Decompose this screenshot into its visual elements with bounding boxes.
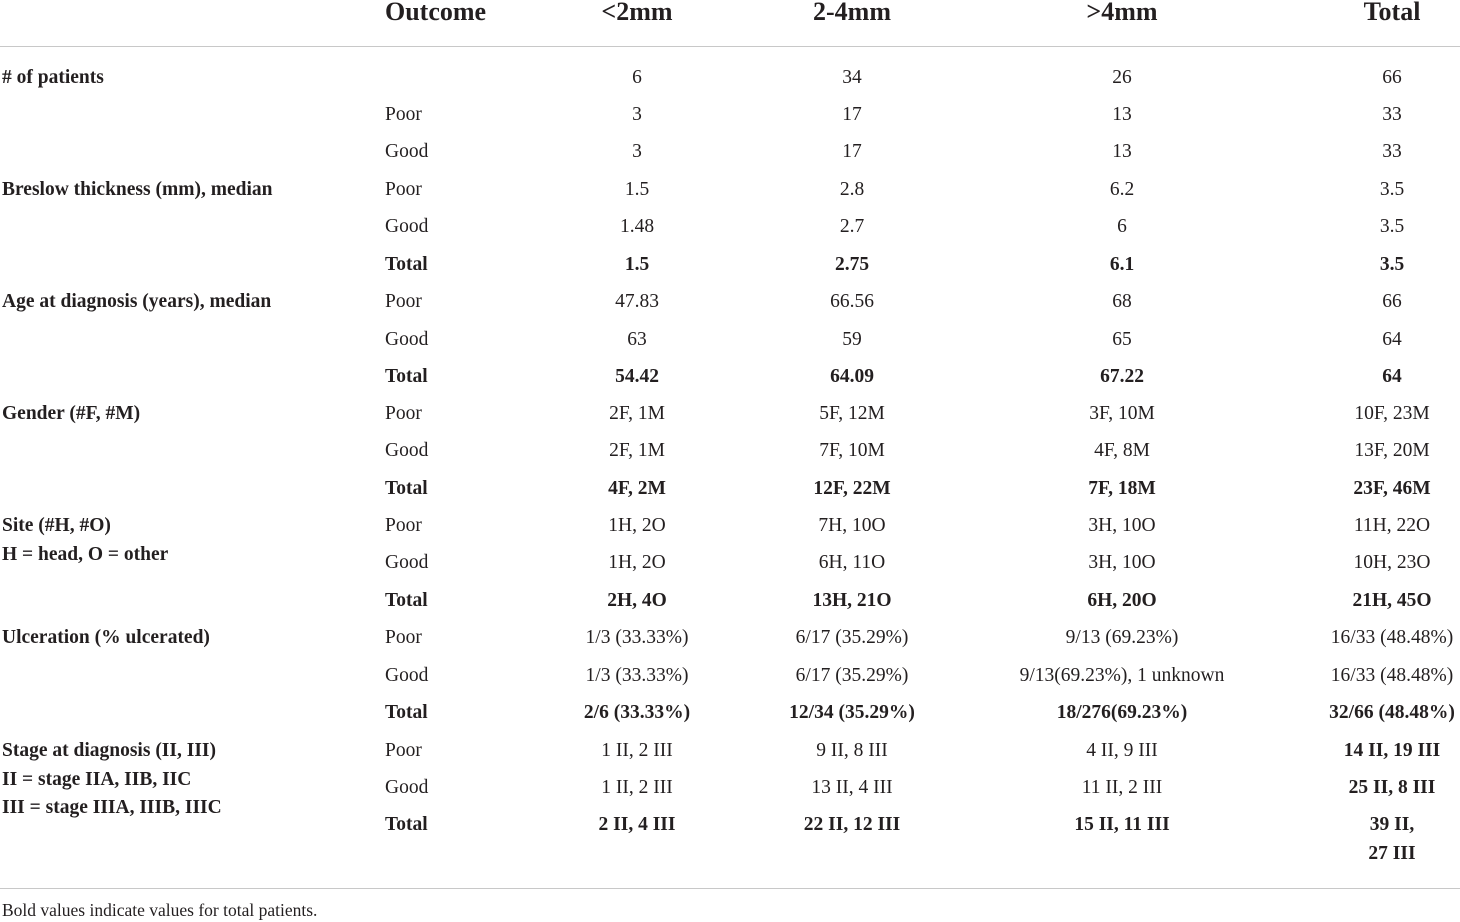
row-outcome: Good bbox=[385, 141, 429, 162]
row-outcome: Poor bbox=[385, 291, 422, 312]
row-outcome: Poor bbox=[385, 179, 422, 200]
table-row-total bbox=[0, 475, 1460, 511]
header-2-4mm: 2-4mm bbox=[813, 0, 891, 26]
header-outcome: Outcome bbox=[385, 0, 487, 26]
row-outcome: Poor bbox=[385, 515, 422, 536]
cell-2-4mm: 2.8 bbox=[839, 179, 865, 200]
cell-gt4mm: 65 bbox=[1112, 329, 1132, 350]
cell-2-4mm: 17 bbox=[842, 141, 862, 162]
cell-total: 14 II, 19 III bbox=[1343, 740, 1441, 761]
row-outcome: Good bbox=[385, 665, 429, 686]
row-label: Stage at diagnosis (II, III) bbox=[2, 740, 216, 761]
row-outcome: Good bbox=[385, 216, 429, 237]
cell-2-4mm: 2.7 bbox=[839, 216, 865, 237]
row-outcome: Poor bbox=[385, 403, 422, 424]
row-outcome: Total bbox=[385, 814, 428, 835]
row-outcome: Poor bbox=[385, 104, 422, 125]
cell-total: 16/33 (48.48%) bbox=[1330, 627, 1454, 648]
cell-total: 64 bbox=[1382, 366, 1402, 387]
cell-lt2mm: 1.5 bbox=[624, 254, 650, 275]
row-outcome: Total bbox=[385, 254, 428, 275]
cell-gt4mm: 26 bbox=[1112, 67, 1132, 88]
cell-gt4mm: 4F, 8M bbox=[1094, 440, 1150, 461]
table-bottom-rule bbox=[0, 888, 1460, 889]
row-outcome: Good bbox=[385, 329, 429, 350]
table-footnote: Bold values indicate values for total patients. bbox=[2, 900, 318, 920]
cell-lt2mm: 47.83 bbox=[615, 291, 659, 312]
cell-2-4mm: 22 II, 12 III bbox=[803, 814, 901, 835]
cell-total: 66 bbox=[1382, 291, 1402, 312]
table-row-total bbox=[0, 587, 1460, 623]
cell-lt2mm: 4F, 2M bbox=[608, 478, 666, 499]
cell-lt2mm: 1H, 2O bbox=[608, 552, 666, 573]
cell-2-4mm: 64.09 bbox=[830, 366, 874, 387]
cell-gt4mm: 9/13 (69.23%) bbox=[1065, 627, 1179, 648]
cell-total: 13F, 20M bbox=[1354, 440, 1430, 461]
cell-total: 3.5 bbox=[1379, 216, 1405, 237]
cell-2-4mm: 7H, 10O bbox=[818, 515, 886, 536]
cell-lt2mm: 3 bbox=[632, 104, 642, 125]
row-label: Breslow thickness (mm), median bbox=[2, 179, 273, 200]
cell-lt2mm: 1 II, 2 III bbox=[601, 740, 673, 761]
header-gt4mm: >4mm bbox=[1086, 0, 1158, 26]
cell-gt4mm: 7F, 18M bbox=[1088, 478, 1156, 499]
cell-total-line2: 27 III bbox=[1368, 843, 1416, 864]
cell-lt2mm: 6 bbox=[632, 67, 642, 88]
cell-2-4mm: 34 bbox=[842, 67, 862, 88]
cell-lt2mm: 2/6 (33.33%) bbox=[583, 702, 691, 723]
table-row bbox=[0, 213, 1460, 249]
cell-total: 3.5 bbox=[1379, 179, 1405, 200]
table-row bbox=[0, 64, 1460, 100]
table-row bbox=[0, 176, 1460, 212]
row-label: H = head, O = other bbox=[2, 544, 169, 565]
cell-2-4mm: 12F, 22M bbox=[813, 478, 891, 499]
table-row bbox=[0, 437, 1460, 473]
header-lt2mm: <2mm bbox=[601, 0, 673, 26]
cell-2-4mm: 5F, 12M bbox=[819, 403, 885, 424]
cell-gt4mm: 13 bbox=[1112, 141, 1132, 162]
cell-2-4mm: 13H, 21O bbox=[812, 590, 892, 611]
cell-2-4mm: 9 II, 8 III bbox=[816, 740, 888, 761]
cell-lt2mm: 2H, 4O bbox=[607, 590, 667, 611]
cell-total: 23F, 46M bbox=[1353, 478, 1431, 499]
row-outcome: Good bbox=[385, 777, 429, 798]
cell-gt4mm: 15 II, 11 III bbox=[1074, 814, 1170, 835]
row-outcome: Good bbox=[385, 440, 429, 461]
cell-total: 25 II, 8 III bbox=[1348, 777, 1436, 798]
row-outcome: Total bbox=[385, 478, 428, 499]
cell-2-4mm: 66.56 bbox=[830, 291, 874, 312]
row-label: Age at diagnosis (years), median bbox=[2, 291, 272, 312]
cell-2-4mm: 12/34 (35.29%) bbox=[789, 702, 915, 723]
cell-lt2mm: 63 bbox=[627, 329, 647, 350]
cell-2-4mm: 6/17 (35.29%) bbox=[795, 627, 909, 648]
cell-lt2mm: 1 II, 2 III bbox=[601, 777, 673, 798]
row-label: III = stage IIIA, IIIB, IIIC bbox=[2, 797, 222, 818]
cell-2-4mm: 2.75 bbox=[834, 254, 870, 275]
row-outcome: Poor bbox=[385, 740, 422, 761]
cell-2-4mm: 6/17 (35.29%) bbox=[795, 665, 909, 686]
table-row-total bbox=[0, 811, 1460, 847]
cell-2-4mm: 6H, 11O bbox=[818, 552, 886, 573]
cell-lt2mm: 1/3 (33.33%) bbox=[585, 665, 689, 686]
row-outcome: Poor bbox=[385, 627, 422, 648]
table-row bbox=[0, 662, 1460, 698]
cell-total: 3.5 bbox=[1379, 254, 1405, 275]
cell-lt2mm: 2 II, 4 III bbox=[598, 814, 676, 835]
table-row bbox=[0, 326, 1460, 362]
table-row-total bbox=[0, 363, 1460, 399]
cell-2-4mm: 59 bbox=[842, 329, 862, 350]
table-row-total bbox=[0, 251, 1460, 287]
cell-gt4mm: 18/276(69.23%) bbox=[1056, 702, 1188, 723]
cell-gt4mm: 67.22 bbox=[1100, 366, 1144, 387]
cell-lt2mm: 54.42 bbox=[615, 366, 659, 387]
cell-lt2mm: 1.48 bbox=[619, 216, 655, 237]
cell-total: 32/66 (48.48%) bbox=[1329, 702, 1455, 723]
table-header bbox=[0, 0, 1460, 47]
cell-gt4mm: 3F, 10M bbox=[1089, 403, 1155, 424]
cell-lt2mm: 1.5 bbox=[624, 179, 650, 200]
cell-lt2mm: 1/3 (33.33%) bbox=[585, 627, 689, 648]
row-label: Gender (#F, #M) bbox=[2, 403, 141, 424]
cell-gt4mm: 3H, 10O bbox=[1088, 552, 1156, 573]
table-row bbox=[0, 138, 1460, 174]
header-total: Total bbox=[1363, 0, 1421, 26]
cell-lt2mm: 3 bbox=[632, 141, 642, 162]
row-label: # of patients bbox=[2, 67, 104, 88]
cell-total: 21H, 45O bbox=[1352, 590, 1432, 611]
cell-total: 33 bbox=[1382, 141, 1402, 162]
cell-gt4mm: 3H, 10O bbox=[1088, 515, 1156, 536]
cell-gt4mm: 11 II, 2 III bbox=[1081, 777, 1163, 798]
cell-gt4mm: 4 II, 9 III bbox=[1086, 740, 1158, 761]
row-outcome: Total bbox=[385, 590, 428, 611]
cell-2-4mm: 13 II, 4 III bbox=[811, 777, 893, 798]
cell-total: 66 bbox=[1382, 67, 1402, 88]
cell-total: 16/33 (48.48%) bbox=[1330, 665, 1454, 686]
table-row bbox=[0, 624, 1460, 660]
row-label: Site (#H, #O) bbox=[2, 515, 111, 536]
cell-gt4mm: 6.1 bbox=[1109, 254, 1135, 275]
cell-total: 11H, 22O bbox=[1353, 515, 1431, 536]
cell-gt4mm: 68 bbox=[1112, 291, 1132, 312]
cell-gt4mm: 6H, 20O bbox=[1087, 590, 1157, 611]
cell-total: 33 bbox=[1382, 104, 1402, 125]
row-outcome: Total bbox=[385, 702, 428, 723]
table-row bbox=[0, 549, 1460, 585]
cell-total: 39 II, bbox=[1369, 814, 1415, 835]
cell-total: 10H, 23O bbox=[1353, 552, 1431, 573]
row-outcome: Total bbox=[385, 366, 428, 387]
cell-total: 10F, 23M bbox=[1354, 403, 1430, 424]
row-label: Ulceration (% ulcerated) bbox=[2, 627, 210, 648]
cell-2-4mm: 17 bbox=[842, 104, 862, 125]
cell-lt2mm: 1H, 2O bbox=[608, 515, 666, 536]
table-row bbox=[0, 288, 1460, 324]
cell-gt4mm: 6 bbox=[1117, 216, 1127, 237]
cell-2-4mm: 7F, 10M bbox=[819, 440, 885, 461]
cell-gt4mm: 13 bbox=[1112, 104, 1132, 125]
cell-total: 64 bbox=[1382, 329, 1402, 350]
table-row-total bbox=[0, 699, 1460, 735]
cell-gt4mm: 9/13(69.23%), 1 unknown bbox=[1019, 665, 1225, 686]
cell-lt2mm: 2F, 1M bbox=[609, 403, 665, 424]
cell-lt2mm: 2F, 1M bbox=[609, 440, 665, 461]
row-label: II = stage IIA, IIB, IIC bbox=[2, 769, 192, 790]
row-outcome: Good bbox=[385, 552, 429, 573]
table-row bbox=[0, 101, 1460, 137]
table-row bbox=[0, 400, 1460, 436]
cell-gt4mm: 6.2 bbox=[1109, 179, 1135, 200]
